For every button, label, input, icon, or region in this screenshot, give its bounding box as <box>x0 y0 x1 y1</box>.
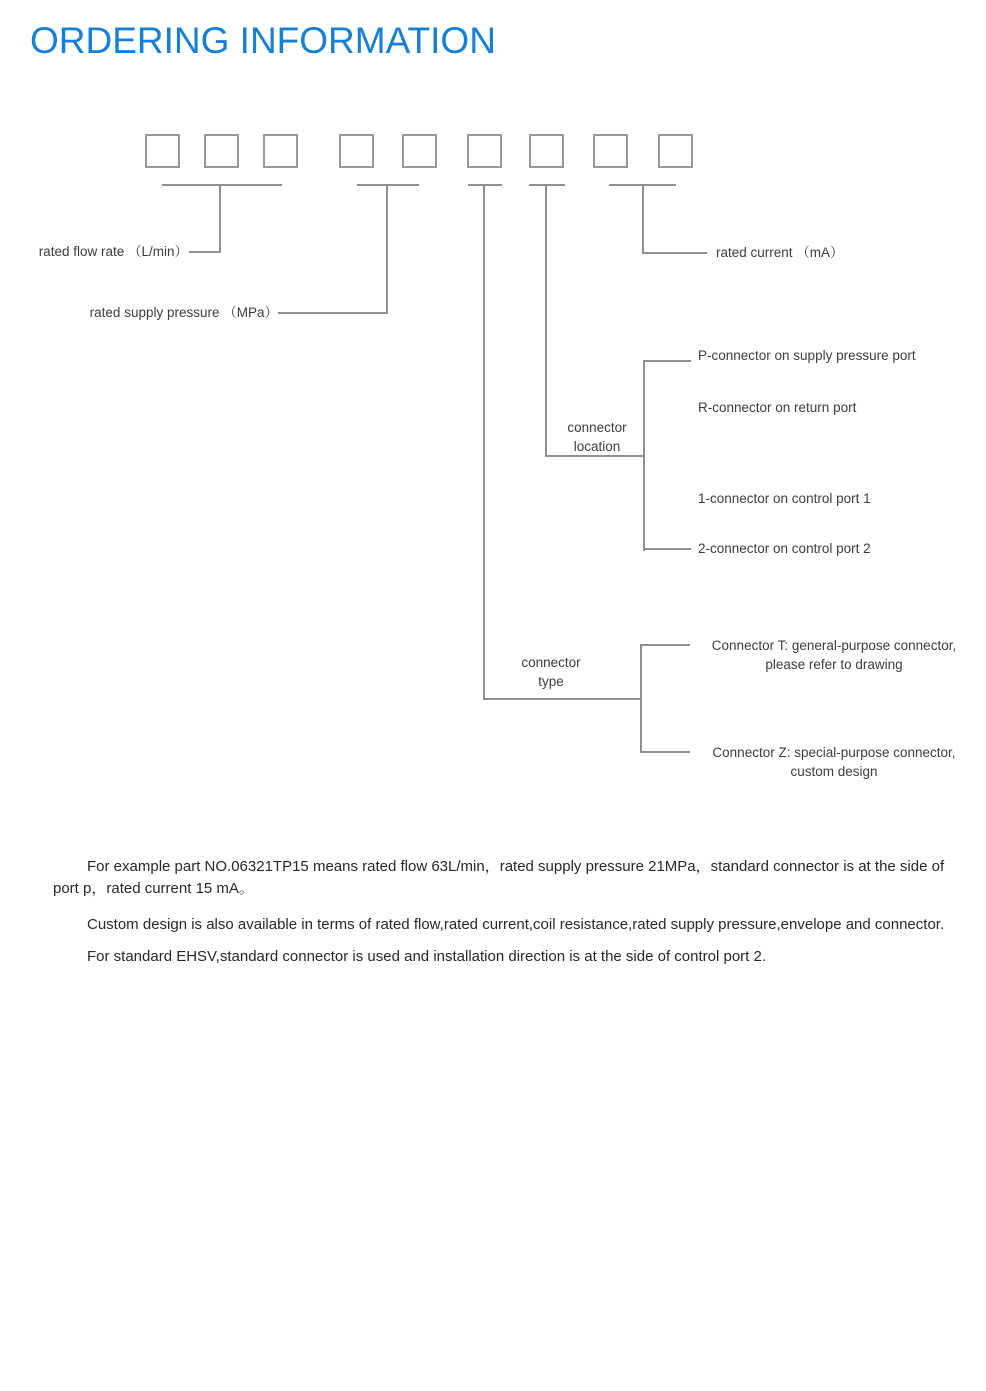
digit-box-7 <box>529 134 564 168</box>
connector-t-branch-line <box>640 644 690 646</box>
digit-box-9 <box>658 134 693 168</box>
connector-type-label-line1: connector <box>521 655 581 670</box>
flow-group-underline <box>162 184 282 186</box>
digit-box-5 <box>402 134 437 168</box>
pressure-label-line <box>278 312 388 314</box>
connector-type-riser-line <box>640 644 642 753</box>
note-standard-ehsv: For standard EHSV,standard connector is used and installation direction is at the side of control port 2. <box>87 948 766 965</box>
connector-location-stem-line <box>545 184 547 456</box>
type-option-t-line1: Connector T: general-purpose connector, <box>711 638 957 653</box>
connector-location-label-line1: connector <box>567 420 627 435</box>
connector-type-underline <box>468 184 502 186</box>
flow-stem-line <box>219 184 221 252</box>
flow-label-line <box>189 251 221 253</box>
type-option-t <box>700 636 968 674</box>
current-stem-line <box>642 184 644 253</box>
location-option-r: R-connector on return port <box>698 400 857 415</box>
digit-box-8 <box>593 134 628 168</box>
note-custom-design: Custom design is also available in terms of rated flow,rated current,coil resistance,rated supply pressure,envelope and connector. <box>87 916 945 933</box>
pressure-group-underline <box>357 184 419 186</box>
connector-location-riser-line <box>643 360 645 551</box>
rated-supply-pressure-label: rated supply pressure （MPa） <box>89 305 278 320</box>
connector-location-label <box>551 418 643 456</box>
connector-type-branch-line <box>483 698 642 700</box>
connector-type-label <box>505 653 597 691</box>
connector-z-branch-line <box>640 751 690 753</box>
connector-location-underline <box>529 184 565 186</box>
digit-box-1 <box>145 134 180 168</box>
notes-section <box>53 856 946 968</box>
current-label-line <box>642 252 707 254</box>
digit-box-4 <box>339 134 374 168</box>
type-option-z-line1: Connector Z: special-purpose connector, <box>712 745 956 760</box>
type-option-z <box>700 743 968 781</box>
p-connector-branch-line <box>643 360 691 362</box>
pressure-stem-line <box>386 184 388 313</box>
digit-box-2 <box>204 134 239 168</box>
connector-type-label-line2: type <box>538 674 564 689</box>
two-connector-branch-line <box>643 548 691 550</box>
location-option-1: 1-connector on control port 1 <box>698 491 871 506</box>
page-title: ORDERING INFORMATION <box>30 20 496 61</box>
digit-box-6 <box>467 134 502 168</box>
rated-current-label: rated current （mA） <box>716 245 844 260</box>
location-option-2: 2-connector on control port 2 <box>698 541 871 556</box>
type-option-t-line2: please refer to drawing <box>765 657 903 672</box>
connector-location-label-line2: location <box>573 439 621 454</box>
location-option-p: P-connector on supply pressure port <box>698 348 916 363</box>
type-option-z-line2: custom design <box>790 764 878 779</box>
digit-box-3 <box>263 134 298 168</box>
note-example: For example part NO.06321TP15 means rated flow 63L/min，rated supply pressure 21MPa，standard connector is at the side of port p，rated current 15 mA。 <box>53 858 945 897</box>
rated-flow-rate-label: rated flow rate （L/min） <box>38 244 188 259</box>
connector-type-stem-line <box>483 184 485 700</box>
